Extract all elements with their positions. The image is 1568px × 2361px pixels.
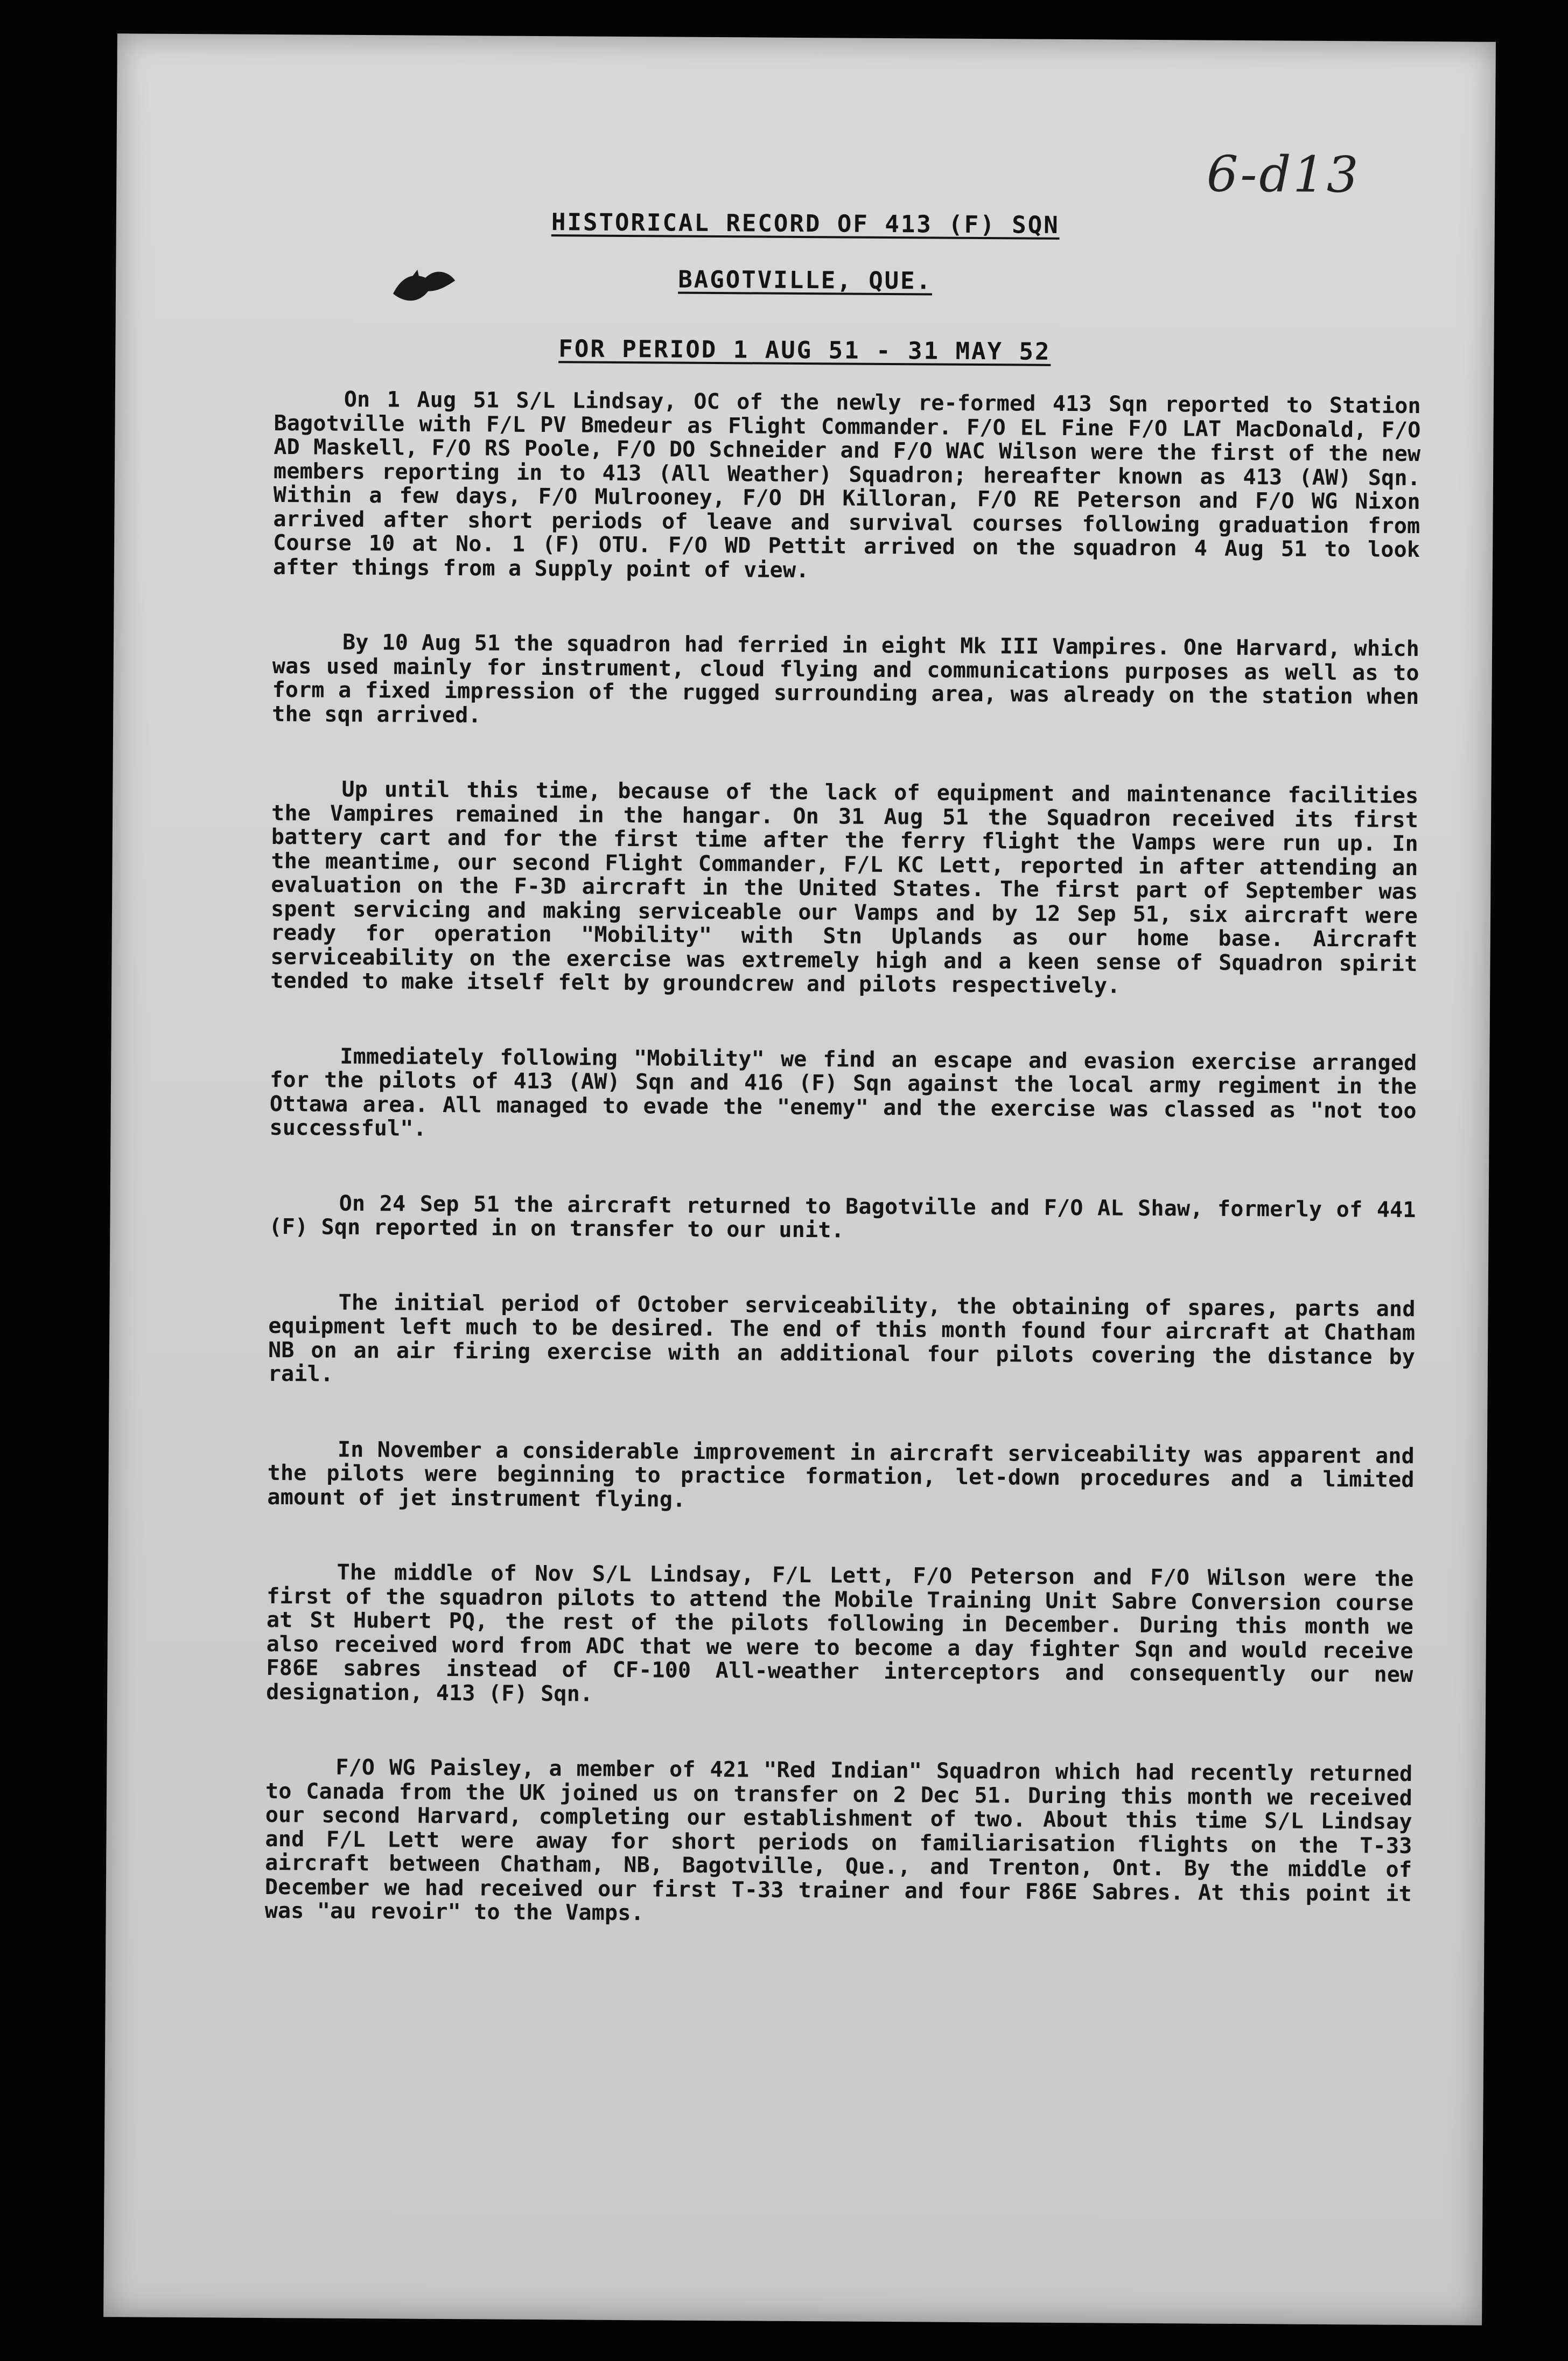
paragraph: Up until this time, because of the lack of equipment and maintenance facilities the Vampires remained in the hangar. On 31 Aug 51 the Squadron received its first battery cart and for the first time after the ferry flight the Vamps were run up. In the meantime, our second Flight Commander, F/L KC Lett, reported in after attending an evaluation on the F-3D aircraft in the United States. The first part of September was spent servicing and making serviceable our Vamps and by 12 Sep 51, six aircraft were ready for operation "Mobility" with Stn Uplands as our home base. Aircraft serviceability on the exercise was extremely high and a keen sense of Squadron spirit tended to make itself felt by groundcrew and pilots respectively. <box>270 777 1419 998</box>
paragraph: By 10 Aug 51 the squadron had ferried in eight Mk III Vampires. One Harvard, which was used mainly for instrument, cloud flying and communications purposes as well as to form a fixed impression of the rugged surrounding area, was already on the station when the sqn arrived. <box>272 630 1420 728</box>
paragraph: Immediately following "Mobility" we find an escape and evasion exercise arranged for the pilots of 413 (AW) Sqn and 416 (F) Sqn against the local army regiment in the Ottawa area. All managed to evade the "enemy" and the exercise was classed as "not too successful". <box>269 1044 1417 1141</box>
paragraph: In November a considerable improvement in aircraft serviceability was apparent and the pilots were beginning to practice formation, let-down procedures and a limited amount of jet instrument flying. <box>267 1437 1415 1512</box>
paragraph: On 24 Sep 51 the aircraft returned to Bagotville and F/O AL Shaw, formerly of 441 (F) Sqn reported in on transfer to our unit. <box>269 1191 1416 1243</box>
paragraph: On 1 Aug 51 S/L Lindsay, OC of the newly re-formed 413 Sqn reported to Station Bagotville with F/L PV Bmedeur as Flight Commander. F/O EL Fine F/O LAT MacDonald, F/O AD Maskell, F/O RS Poole, F/O DO Schneider and F/O WAC Wilson were the first of the new members reporting in to 413 (All Weather) Squadron; hereafter known as 413 (AW) Sqn. Within a few days, F/O Mulrooney, F/O DH Killoran, F/O RE Peterson and F/O WG Nixon arrived after short periods of leave and survival courses following graduation from Course 10 at No. 1 (F) OTU. F/O WD Pettit arrived on the squadron 4 Aug 51 to look after things from a Supply point of view. <box>272 387 1421 583</box>
paragraph: The middle of Nov S/L Lindsay, F/L Lett, F/O Peterson and F/O Wilson were the first of the squadron pilots to attend the Mobile Training Unit Sabre Conversion course at St Hubert PQ, the rest of the pilots following in December. During this month we also received word from ADC that we were to become a day fighter Sqn and would receive F86E sabres instead of CF-100 All-weather interceptors and consequently our new designation, 413 (F) Sqn. <box>266 1560 1414 1707</box>
document-page <box>103 33 1496 2325</box>
paragraph: The initial period of October serviceability, the obtaining of spares, parts and equipment left much to be desired. The end of this month found four aircraft at Chatham NB on an air firing exercise with an additional four pilots covering the distance by rail. <box>268 1290 1416 1387</box>
document-location: BAGOTVILLE, QUE. <box>678 266 933 295</box>
document-body <box>265 387 1421 1930</box>
paragraph: F/O WG Paisley, a member of 421 "Red Indian" Squadron which had recently returned to Canada from the UK joined us on transfer on 2 Dec 51. During this month we received our second Harvard, completing our establishment of two. About this time S/L Lindsay and F/L Lett were away for short periods on familiarisation flights on the T-33 aircraft between Chatham, NB, Bagotville, Que., and Trenton, Ont. By the middle of December we had received our first T-33 trainer and four F86E Sabres. At this point it was "au revoir" to the Vamps. <box>264 1755 1413 1926</box>
document-period: FOR PERIOD 1 AUG 51 - 31 MAY 52 <box>558 335 1051 366</box>
document-title: HISTORICAL RECORD OF 413 (F) SQN <box>551 208 1060 239</box>
handwritten-reference-number: 6-d13 <box>1206 145 1361 204</box>
